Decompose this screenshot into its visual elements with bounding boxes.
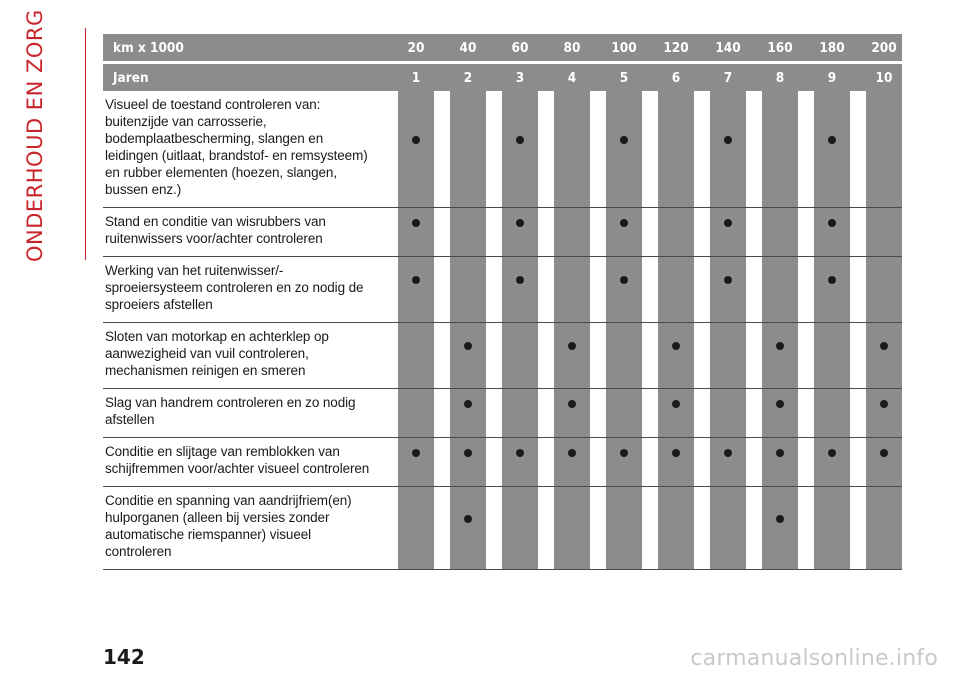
interval-gap [590,389,606,438]
schedule-body [103,91,902,570]
years-header-gap [434,64,450,91]
interval-cell [398,323,434,389]
interval-gap [746,323,762,389]
interval-gap [642,257,658,323]
interval-gap [850,91,866,208]
check-dot-icon [880,342,888,350]
km-header-gap [850,34,866,64]
interval-cell [658,208,694,257]
years-header-value: 10 [866,64,902,91]
km-header-value: 120 [658,34,694,64]
interval-gap [694,91,710,208]
interval-gap [746,208,762,257]
table-row [103,438,902,487]
check-dot-icon [724,449,732,457]
check-dot-icon [412,276,420,284]
km-header-gap [746,34,762,64]
check-dot-icon [776,449,784,457]
interval-cell [814,323,850,389]
table-row [103,323,902,389]
interval-cell [658,323,694,389]
row-label: Werking van het ruitenwisser/- sproeiersysteem controleren en zo nodig de sproeiers afstellen [103,257,382,323]
interval-gap [434,323,450,389]
interval-cell [814,91,850,208]
km-header-value: 60 [502,34,538,64]
interval-cell [554,323,590,389]
interval-gap [798,438,814,487]
interval-cell [606,438,642,487]
interval-cell [658,438,694,487]
years-header-value: 4 [554,64,590,91]
years-header-gap [694,64,710,91]
interval-cell [606,323,642,389]
check-dot-icon [880,449,888,457]
check-dot-icon [672,449,680,457]
interval-gap [538,91,554,208]
interval-cell [814,257,850,323]
row-label: Conditie en slijtage van remblokken van schijfremmen voor/achter visueel controleren [103,438,382,487]
years-header-gap [642,64,658,91]
interval-gap [798,91,814,208]
interval-gap [538,257,554,323]
interval-gap [694,208,710,257]
row-label: Conditie en spanning van aandrijfriem(en) hulporganen (alleen bij versies zonder automatische riemspanner) visueel controleren [103,487,382,570]
check-dot-icon [464,449,472,457]
years-header-value: 1 [398,64,434,91]
interval-gap [538,323,554,389]
interval-gap [538,389,554,438]
section-rule [85,28,86,260]
interval-gap [590,487,606,570]
km-header-value: 200 [866,34,902,64]
check-dot-icon [620,136,628,144]
interval-cell [762,487,798,570]
interval-cell [502,487,538,570]
check-dot-icon [516,449,524,457]
km-header-gap [538,34,554,64]
interval-gap [590,323,606,389]
interval-cell [710,91,746,208]
check-dot-icon [620,219,628,227]
interval-gap [382,487,398,570]
table-row [103,208,902,257]
interval-gap [746,438,762,487]
interval-gap [746,487,762,570]
check-dot-icon [828,136,836,144]
header-row-years [103,64,902,91]
interval-cell [762,257,798,323]
check-dot-icon [516,219,524,227]
interval-cell [554,257,590,323]
interval-cell [710,438,746,487]
interval-cell [814,487,850,570]
interval-cell [554,91,590,208]
years-header-value: 2 [450,64,486,91]
interval-cell [866,389,902,438]
interval-gap [798,257,814,323]
interval-gap [538,208,554,257]
check-dot-icon [412,449,420,457]
interval-gap [642,389,658,438]
check-dot-icon [880,400,888,408]
interval-gap [538,487,554,570]
interval-gap [642,487,658,570]
interval-cell [814,208,850,257]
check-dot-icon [776,515,784,523]
interval-cell [866,257,902,323]
interval-gap [382,91,398,208]
interval-gap [434,438,450,487]
interval-gap [694,487,710,570]
check-dot-icon [724,136,732,144]
years-header-gap [382,64,398,91]
years-header-gap [590,64,606,91]
interval-gap [850,487,866,570]
interval-gap [434,91,450,208]
check-dot-icon [516,276,524,284]
check-dot-icon [620,449,628,457]
years-header-gap [538,64,554,91]
interval-gap [850,323,866,389]
interval-cell [658,389,694,438]
interval-gap [798,323,814,389]
km-header-gap [798,34,814,64]
check-dot-icon [464,342,472,350]
interval-cell [398,438,434,487]
interval-gap [694,323,710,389]
years-header-value: 6 [658,64,694,91]
row-label: Slag van handrem controleren en zo nodig afstellen [103,389,382,438]
interval-cell [398,487,434,570]
interval-gap [486,323,502,389]
interval-gap [486,257,502,323]
years-header-value: 5 [606,64,642,91]
check-dot-icon [568,342,576,350]
km-header-gap [642,34,658,64]
interval-cell [658,487,694,570]
interval-gap [642,208,658,257]
interval-cell [450,91,486,208]
interval-cell [502,91,538,208]
table-row [103,389,902,438]
interval-cell [866,208,902,257]
interval-cell [814,389,850,438]
table-row [103,257,902,323]
interval-gap [850,208,866,257]
interval-gap [382,323,398,389]
years-header-value: 3 [502,64,538,91]
interval-cell [762,91,798,208]
interval-gap [382,389,398,438]
interval-cell [710,257,746,323]
interval-cell [398,257,434,323]
km-header-gap [434,34,450,64]
check-dot-icon [828,449,836,457]
interval-gap [434,487,450,570]
interval-cell [658,91,694,208]
km-header-value: 100 [606,34,642,64]
interval-cell [502,323,538,389]
interval-gap [486,438,502,487]
years-header-value: 9 [814,64,850,91]
interval-cell [502,389,538,438]
interval-gap [590,91,606,208]
km-header-value: 20 [398,34,434,64]
interval-cell [710,389,746,438]
interval-cell [606,257,642,323]
row-label: Sloten van motorkap en achterklep op aanwezigheid van vuil controleren, mechanismen reinigen en smeren [103,323,382,389]
table-row [103,91,902,208]
interval-cell [450,438,486,487]
check-dot-icon [620,276,628,284]
interval-cell [710,323,746,389]
check-dot-icon [776,400,784,408]
interval-cell [398,208,434,257]
interval-cell [658,257,694,323]
interval-gap [694,389,710,438]
interval-cell [554,208,590,257]
section-title: ONDERHOUD EN ZORG [23,9,47,262]
interval-gap [590,208,606,257]
interval-cell [814,438,850,487]
interval-gap [850,257,866,323]
interval-gap [486,487,502,570]
check-dot-icon [412,219,420,227]
interval-gap [798,208,814,257]
interval-gap [642,438,658,487]
km-header-gap [590,34,606,64]
interval-gap [434,208,450,257]
interval-gap [382,257,398,323]
interval-cell [866,487,902,570]
interval-cell [450,323,486,389]
interval-cell [450,487,486,570]
years-header-gap [850,64,866,91]
interval-gap [746,389,762,438]
interval-cell [606,389,642,438]
interval-gap [486,208,502,257]
interval-cell [866,438,902,487]
interval-cell [554,438,590,487]
interval-cell [606,487,642,570]
years-header-value: 8 [762,64,798,91]
interval-gap [382,208,398,257]
interval-gap [538,438,554,487]
interval-gap [590,257,606,323]
table-row [103,487,902,570]
check-dot-icon [828,219,836,227]
row-label: Visueel de toestand controleren van: buitenzijde van carrosserie, bodemplaatbescherming, slangen en leidingen (uitlaat, brandstof- en remsysteem) en rubber elementen (hoezen, slangen, bussen enz.) [103,91,382,208]
interval-gap [746,91,762,208]
interval-cell [398,91,434,208]
km-header-gap [694,34,710,64]
interval-cell [606,91,642,208]
interval-gap [642,323,658,389]
check-dot-icon [516,136,524,144]
km-header-gap [486,34,502,64]
interval-gap [434,257,450,323]
interval-cell [762,208,798,257]
interval-gap [382,438,398,487]
interval-gap [694,438,710,487]
km-header-value: 40 [450,34,486,64]
interval-gap [694,257,710,323]
page-number: 142 [103,645,145,669]
check-dot-icon [464,515,472,523]
interval-cell [450,389,486,438]
km-header-gap [382,34,398,64]
interval-gap [746,257,762,323]
years-header-value: 7 [710,64,746,91]
interval-cell [398,389,434,438]
interval-cell [450,208,486,257]
interval-cell [762,438,798,487]
years-header-gap [798,64,814,91]
interval-cell [502,208,538,257]
interval-gap [642,91,658,208]
interval-gap [798,487,814,570]
interval-cell [502,257,538,323]
km-header-value: 80 [554,34,590,64]
check-dot-icon [724,219,732,227]
years-header-label: Jaren [103,64,382,91]
interval-cell [762,323,798,389]
interval-gap [590,438,606,487]
interval-gap [798,389,814,438]
check-dot-icon [828,276,836,284]
km-header-value: 180 [814,34,850,64]
check-dot-icon [464,400,472,408]
watermark: carmanualsonline.info [690,646,938,671]
row-label: Stand en conditie van wisrubbers van ruitenwissers voor/achter controleren [103,208,382,257]
interval-cell [502,438,538,487]
check-dot-icon [412,136,420,144]
check-dot-icon [672,400,680,408]
interval-cell [554,389,590,438]
km-header-label: km x 1000 [103,34,382,64]
interval-cell [866,323,902,389]
check-dot-icon [568,400,576,408]
interval-gap [434,389,450,438]
check-dot-icon [776,342,784,350]
km-header-value: 140 [710,34,746,64]
interval-cell [450,257,486,323]
check-dot-icon [724,276,732,284]
interval-gap [850,438,866,487]
header-row-km [103,34,902,64]
km-header-value: 160 [762,34,798,64]
years-header-gap [486,64,502,91]
interval-gap [850,389,866,438]
interval-gap [486,389,502,438]
interval-cell [710,208,746,257]
interval-cell [606,208,642,257]
interval-cell [762,389,798,438]
check-dot-icon [672,342,680,350]
interval-cell [554,487,590,570]
interval-gap [486,91,502,208]
maintenance-schedule-table [103,34,902,570]
years-header-gap [746,64,762,91]
check-dot-icon [568,449,576,457]
interval-cell [710,487,746,570]
interval-cell [866,91,902,208]
